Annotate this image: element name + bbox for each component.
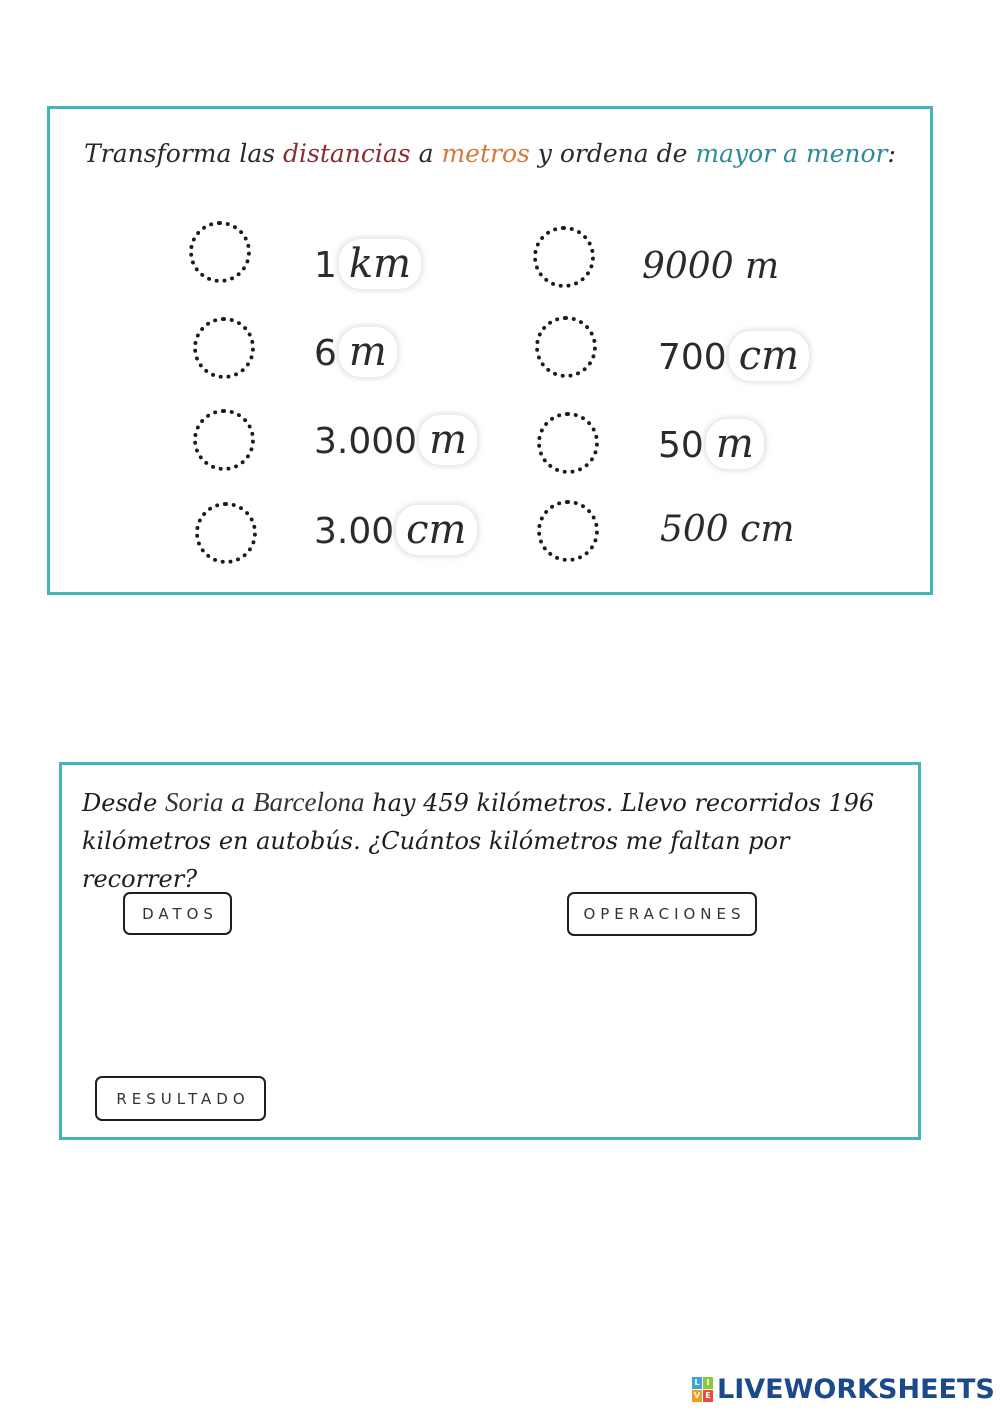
problem-statement bbox=[82, 783, 902, 898]
distance-number: 6 bbox=[314, 333, 337, 374]
distance-unit: cm bbox=[729, 331, 809, 381]
order-answer-circle-5[interactable] bbox=[533, 226, 595, 288]
datos-label: DATOS bbox=[123, 892, 232, 935]
distance-number: 50 bbox=[658, 425, 704, 466]
logo-tile: I bbox=[703, 1377, 713, 1389]
distance-item-7 bbox=[658, 421, 764, 467]
logo-tile: L bbox=[692, 1377, 702, 1389]
distance-text: 500 cm bbox=[660, 509, 795, 550]
distance-item-1 bbox=[314, 241, 421, 287]
distance-number: 3.000 bbox=[314, 421, 418, 462]
distance-item-3 bbox=[314, 417, 477, 463]
instruction-text: y ordena de bbox=[529, 139, 696, 168]
instruction-text: Transforma las bbox=[84, 139, 284, 168]
instruction-word-distancias: distancias bbox=[283, 139, 411, 168]
distance-unit: m bbox=[706, 419, 764, 469]
destination-city: Barcelona bbox=[253, 787, 365, 817]
exercise-instruction bbox=[50, 139, 930, 168]
distance-item-4 bbox=[314, 507, 477, 553]
word-problem-panel bbox=[59, 762, 921, 1140]
instruction-text: a bbox=[410, 139, 442, 168]
resultado-label: RESULTADO bbox=[95, 1076, 266, 1121]
instruction-text: : bbox=[887, 139, 896, 168]
operaciones-answer-area[interactable] bbox=[542, 945, 902, 1115]
distance-text: 9000 m bbox=[642, 246, 780, 287]
problem-text: hay 459 kilómetros. Llevo recorridos 196 kilómetros en autobús. ¿Cuántos kilómetros me faltan por recorrer? bbox=[82, 789, 875, 893]
order-answer-circle-3[interactable] bbox=[193, 409, 255, 471]
distance-unit: km bbox=[339, 239, 421, 289]
order-answer-circle-8[interactable] bbox=[537, 500, 599, 562]
order-answer-circle-2[interactable] bbox=[193, 317, 255, 379]
datos-answer-area[interactable] bbox=[102, 945, 462, 1065]
distance-item-5 bbox=[642, 246, 779, 287]
instruction-word-metros: metros bbox=[441, 139, 530, 168]
liveworksheets-brand bbox=[692, 1374, 995, 1405]
operaciones-label: OPERACIONES bbox=[567, 892, 757, 936]
order-answer-circle-4[interactable] bbox=[195, 502, 257, 564]
logo-tile: V bbox=[693, 1391, 701, 1400]
origin-city: Soria bbox=[164, 787, 224, 817]
distance-unit: m bbox=[419, 415, 477, 465]
distance-item-8 bbox=[660, 509, 794, 550]
ordering-exercise-panel bbox=[47, 106, 933, 595]
brand-wordmark: LIVEWORKSHEETS bbox=[717, 1374, 995, 1405]
distance-number: 3.00 bbox=[314, 511, 395, 552]
distance-unit: m bbox=[339, 327, 397, 377]
order-answer-circle-7[interactable] bbox=[537, 412, 599, 474]
distance-number: 1 bbox=[314, 245, 337, 286]
distance-item-2 bbox=[314, 329, 397, 375]
distance-number: 700 bbox=[658, 337, 727, 378]
order-answer-circle-6[interactable] bbox=[535, 316, 597, 378]
instruction-word-mayor-a-menor: mayor a menor bbox=[695, 139, 888, 168]
logo-tile: E bbox=[703, 1390, 713, 1402]
distance-unit: cm bbox=[396, 505, 476, 555]
order-answer-circle-1[interactable] bbox=[189, 221, 251, 283]
liveworksheets-logo-icon bbox=[692, 1377, 713, 1402]
resultado-answer-area[interactable] bbox=[282, 1070, 522, 1125]
problem-text: a bbox=[223, 789, 254, 817]
problem-text: Desde bbox=[82, 789, 165, 817]
distance-item-6 bbox=[658, 333, 809, 379]
